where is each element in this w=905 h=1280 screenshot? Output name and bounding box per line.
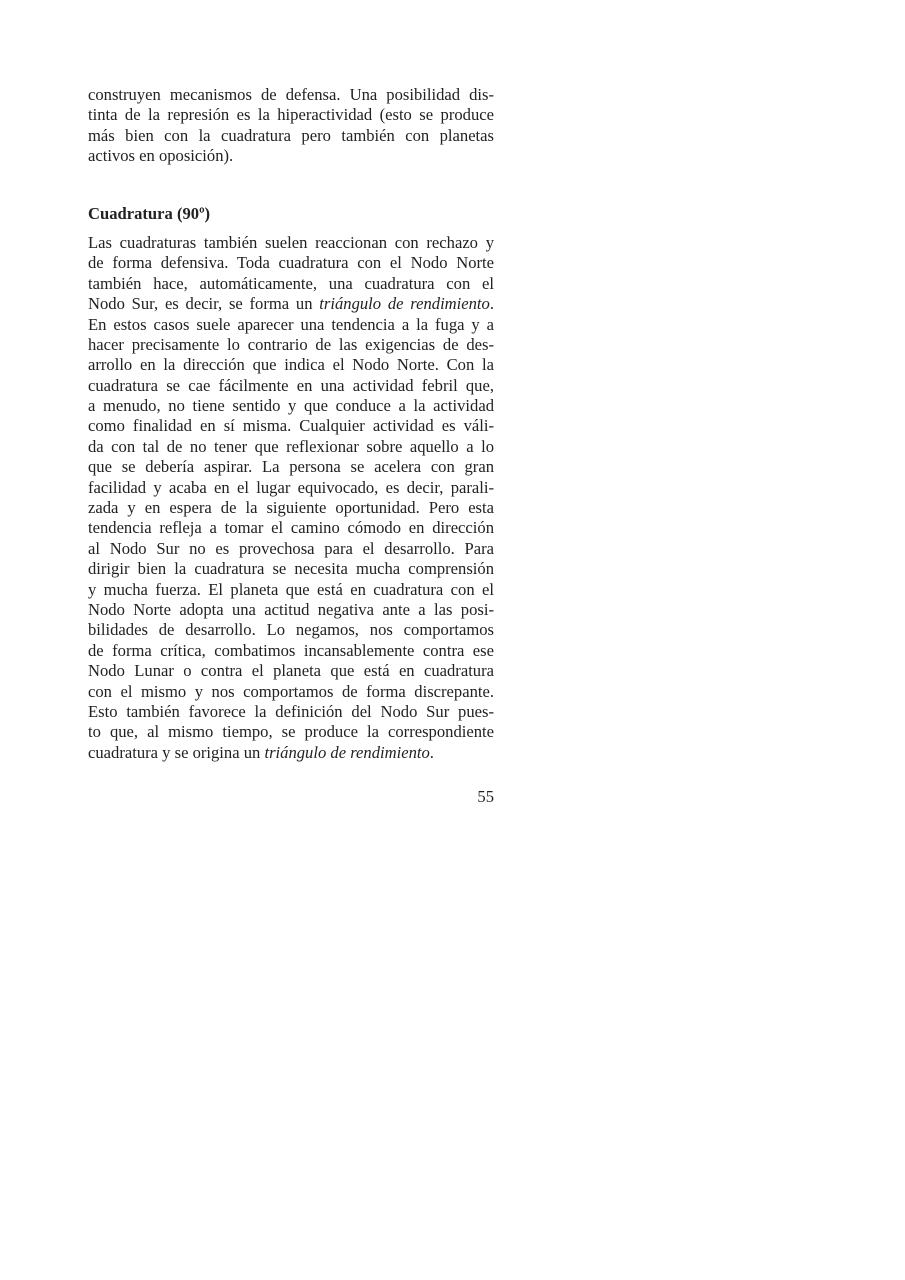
paragraph-line: de forma crítica, combatimos incansablemente contra ese: [88, 640, 494, 660]
paragraph-line: a menudo, no tiene sentido y que conduce a la actividad: [88, 396, 494, 416]
paragraph-line: [88, 294, 494, 314]
intro-paragraph: [88, 85, 494, 167]
paragraph-line: que se debería aspirar. La persona se acelera con gran: [88, 457, 494, 477]
paragraph-line: con el mismo y nos comportamos de forma discrepante.: [88, 681, 494, 701]
line-text: cuadratura y se origina un: [88, 742, 265, 762]
paragraph-line: de forma defensiva. Toda cuadratura con el Nodo Norte: [88, 253, 494, 273]
section-paragraph: [88, 233, 494, 763]
paragraph-line: Nodo Lunar o contra el planeta que está en cuadratura: [88, 661, 494, 681]
paragraph-line: to que, al mismo tiempo, se produce la correspondiente: [88, 722, 494, 742]
paragraph-line: al Nodo Sur no es provechosa para el desarrollo. Para: [88, 538, 494, 558]
paragraph-line: [88, 743, 494, 763]
paragraph-line: bilidades de desarrollo. Lo negamos, nos comportamos: [88, 620, 494, 640]
paragraph-line: tinta de la represión es la hiperactividad (esto se produce: [88, 105, 494, 125]
section-heading: Cuadratura (90º): [88, 203, 211, 223]
paragraph-line: da con tal de no tener que reflexionar sobre aquello a lo: [88, 436, 494, 456]
paragraph-line: más bien con la cuadratura pero también con planetas: [88, 125, 494, 145]
paragraph-line: Nodo Norte adopta una actitud negativa ante a las posi-: [88, 600, 494, 619]
paragraph-line: también hace, automáticamente, una cuadratura con el: [88, 273, 494, 293]
paragraph-line: hacer precisamente lo contrario de las exigencias de des-: [88, 334, 494, 354]
paragraph-line: y mucha fuerza. El planeta que está en cuadratura con el: [88, 579, 494, 599]
line-text: .: [489, 294, 494, 314]
paragraph-line: facilidad y acaba en el lugar equivocado, es decir, parali-: [88, 477, 494, 497]
italic-term: triángulo de rendimiento: [319, 294, 490, 314]
paragraph-line: En estos casos suele aparecer una tendencia a la fuga y a: [88, 314, 494, 334]
line-text: .: [429, 742, 434, 762]
paragraph-line: tendencia refleja a tomar el camino cómodo en dirección: [88, 518, 494, 538]
line-text: Nodo Sur, es decir, se forma un: [88, 294, 320, 314]
paragraph-line: activos en oposición).: [88, 146, 234, 166]
italic-term: triángulo de rendimiento: [264, 742, 430, 762]
paragraph-line: arrollo en la dirección que indica el Nodo Norte. Con la: [88, 355, 494, 375]
middle-lines: [88, 315, 494, 743]
text-column: [88, 85, 494, 763]
paragraph-line: Esto también favorece la definición del Nodo Sur pues-: [88, 701, 494, 721]
paragraph-line: construyen mecanismos de defensa. Una posibilidad dis-: [88, 85, 494, 104]
paragraph-line: zada y en espera de la siguiente oportunidad. Pero esta: [88, 498, 494, 518]
page-number: 55: [477, 787, 494, 806]
paragraph-line: como finalidad en sí misma. Cualquier actividad es váli-: [88, 416, 494, 436]
paragraph-line: Las cuadraturas también suelen reaccionan con rechazo y: [88, 232, 494, 252]
paragraph-line: dirigir bien la cuadratura se necesita mucha comprensión: [88, 559, 494, 579]
paragraph-line: cuadratura se cae fácilmente en una actividad febril que,: [88, 375, 494, 395]
